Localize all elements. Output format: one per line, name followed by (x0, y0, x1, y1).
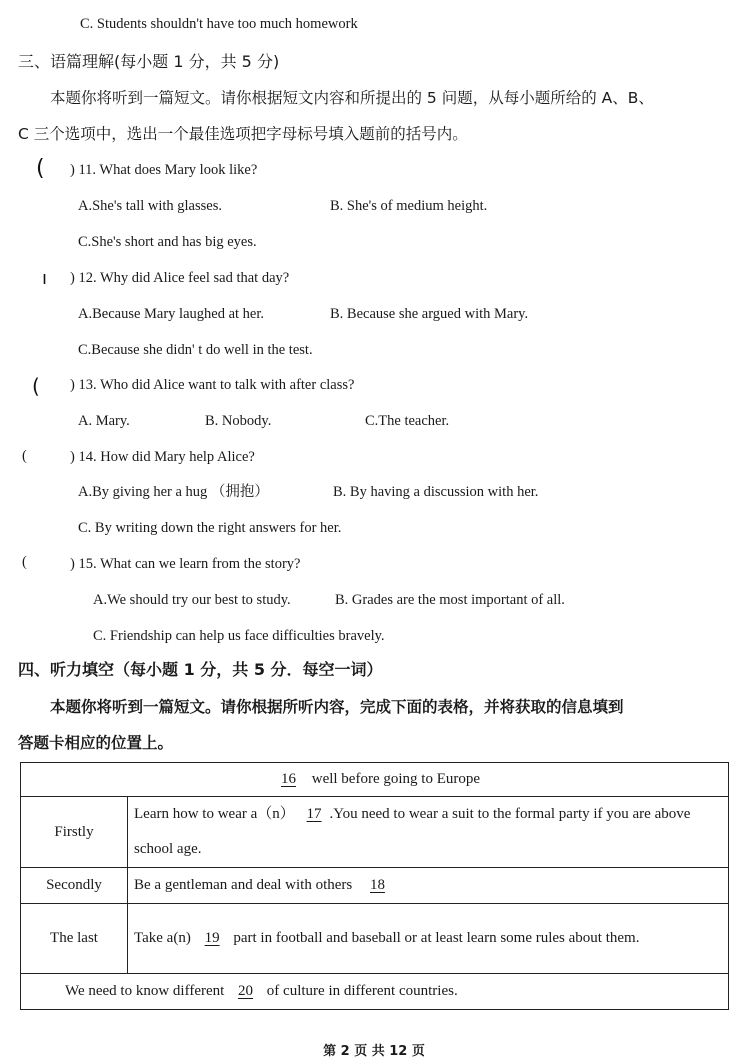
question-text: Who did Alice want to talk with after class? (99, 377, 355, 393)
q15-option-a: A.We should try our best to study. (93, 592, 291, 608)
q14-option-c: C. By writing down the right answers for her. (78, 520, 342, 536)
q11-option-b: B. She's of medium height. (330, 198, 488, 214)
blank-16: 16 (280, 771, 296, 787)
row-text: .You need to wear a suit to the formal party if you are above school age. (134, 806, 691, 857)
question-text: What does Mary look like? (99, 162, 258, 178)
row-text: We need to know different (65, 983, 225, 999)
hand-mark-paren: ( (36, 156, 45, 181)
row-text: Be a gentleman and deal with others (134, 877, 353, 893)
question-12 (70, 268, 289, 288)
q12-option-c: C.Because she didn' t do well in the test. (78, 342, 313, 358)
q14-option-b: B. By having a discussion with her. (333, 484, 539, 500)
section-4-title: 四、听力填空（每小题 1 分，共 5 分．每空一词） (18, 660, 383, 679)
question-text: Why did Alice feel sad that day? (99, 270, 290, 286)
section-3-intro-1: 本题你将听到一篇短文。请你根据短文内容和所提出的 5 问题，从每小题所给的 A、B、 (50, 89, 654, 107)
blank-17: 17 (306, 806, 322, 822)
row-label-secondly: Secondly (21, 868, 128, 904)
question-text: How did Mary help Alice? (100, 449, 255, 465)
answer-paren-open: ( (22, 448, 27, 464)
row-content-firstly (128, 797, 729, 868)
question-number: ) 12. (70, 270, 97, 286)
row-text: of culture in different countries. (266, 983, 458, 999)
page-number: 第 2 页 共 12 页 (323, 1044, 425, 1059)
hand-mark-paren: ( (32, 374, 40, 398)
question-14 (70, 447, 255, 467)
row-text: part in football and baseball or at least learn some rules about them. (233, 930, 640, 946)
question-number: ) 11. (70, 162, 97, 178)
table-header-row (21, 763, 729, 797)
table-footer-row (21, 974, 729, 1010)
question-text: What can we learn from the story? (99, 556, 301, 572)
q13-option-b: B. Nobody. (205, 413, 272, 429)
q15-option-b: B. Grades are the most important of all. (335, 592, 565, 608)
question-15 (70, 554, 300, 574)
q12-option-b: B. Because she argued with Mary. (330, 306, 529, 322)
row-label-the-last: The last (21, 904, 128, 974)
row-text: Take a(n) (134, 930, 191, 946)
blank-19: 19 (204, 930, 220, 946)
q14-option-a: A.By giving her a hug （拥抱） (78, 484, 269, 500)
q15-option-c: C. Friendship can help us face difficulties bravely. (93, 628, 385, 644)
question-number: ) 14. (70, 449, 97, 465)
q11-option-c: C.She's short and has big eyes. (78, 234, 257, 250)
answer-paren-open: ( (22, 554, 27, 570)
section-4-intro-1: 本题你将听到一篇短文。请你根据所听内容，完成下面的表格，并将获取的信息填到 (50, 698, 624, 716)
header-text: well before going to Europe (311, 771, 481, 787)
q11-option-a: A.She's tall with glasses. (78, 198, 222, 214)
question-number: ) 15. (70, 556, 97, 572)
hand-mark-stroke: ı (42, 268, 48, 289)
row-label-firstly: Firstly (21, 797, 128, 868)
section-3-title: 三、语篇理解(每小题 1 分，共 5 分) (18, 52, 280, 71)
blank-20: 20 (238, 983, 254, 999)
question-number: ) 13. (70, 377, 97, 393)
listening-fill-table (20, 762, 729, 1010)
question-13 (70, 375, 354, 395)
q12-option-a: A.Because Mary laughed at her. (78, 306, 265, 322)
previous-option-c: C. Students shouldn't have too much homework (80, 16, 358, 32)
row-content-the-last (128, 904, 729, 974)
row-content-secondly (128, 868, 729, 904)
section-3-intro-2: C 三个选项中，选出一个最佳选项把字母标号填入题前的括号内。 (18, 125, 468, 143)
q13-option-a: A. Mary. (78, 413, 130, 429)
blank-18: 18 (370, 877, 386, 893)
question-11 (70, 160, 257, 180)
q13-option-c: C.The teacher. (365, 413, 450, 429)
section-4-intro-2: 答题卡相应的位置上。 (18, 734, 174, 752)
row-text: Learn how to wear a（n） (134, 806, 295, 822)
